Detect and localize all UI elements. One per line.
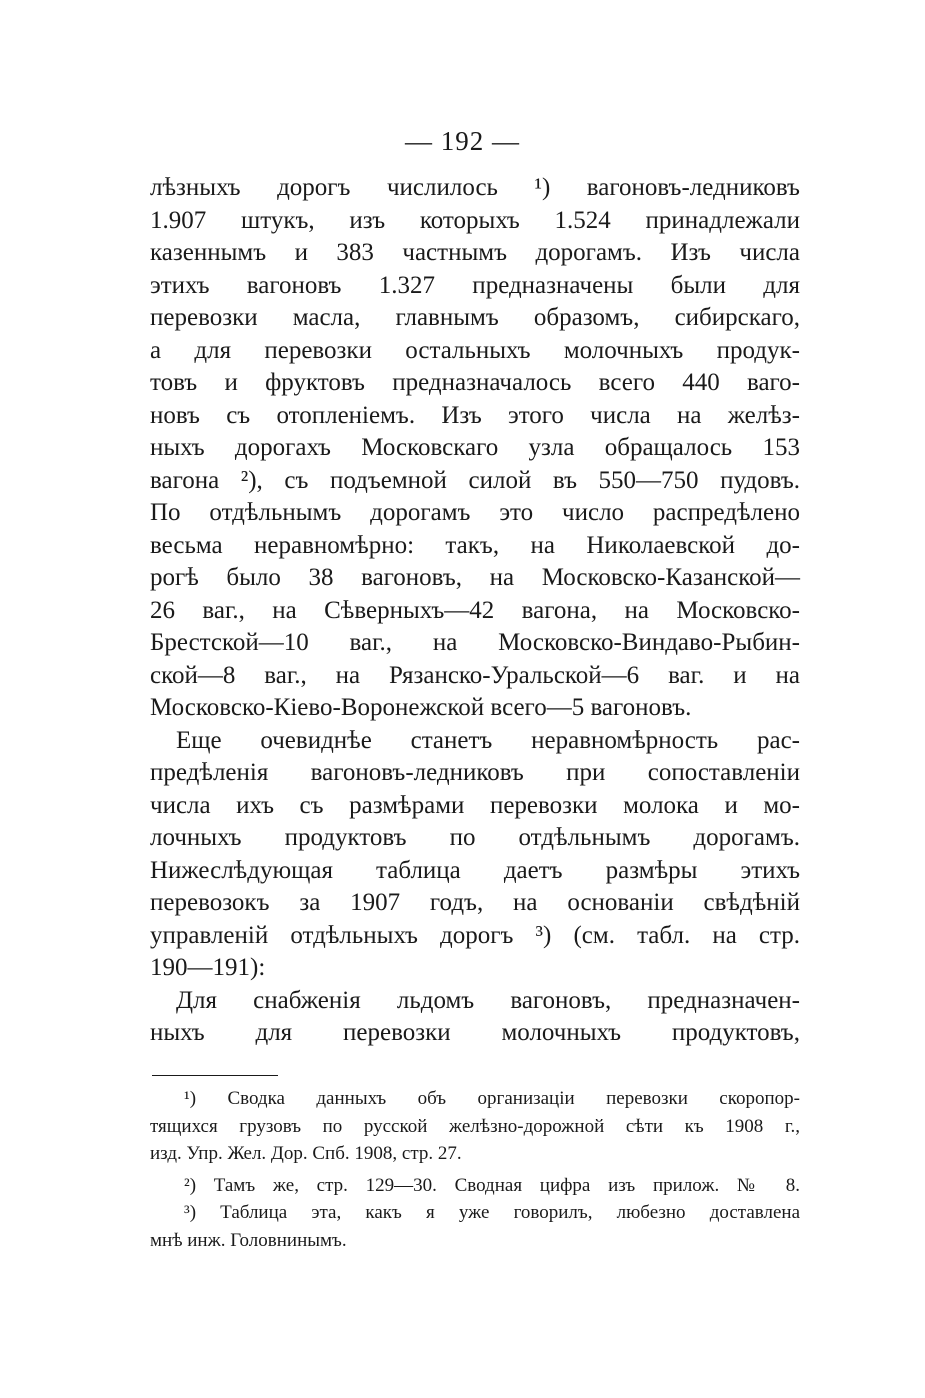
text-line: а для перевозки остальныхъ молочныхъ продук- bbox=[150, 336, 800, 364]
text-line: предѣленія вагоновъ-ледниковъ при сопоставленіи bbox=[150, 759, 800, 786]
text-line: 190—191): bbox=[150, 954, 266, 981]
footnote-separator bbox=[152, 1075, 278, 1076]
text-line: ныхъ дорогахъ Московскаго узла обращалось 153 bbox=[150, 434, 800, 461]
page-number: — 192 — bbox=[405, 126, 520, 156]
text-line: По отдѣльнымъ дорогамъ это число распредѣлено bbox=[150, 499, 800, 526]
text-line: Московско-Кіево-Воронежской всего—5 вагоновъ. bbox=[150, 694, 692, 721]
text-line: лѣзныхъ дорогъ числилось ¹) вагоновъ-ледниковъ bbox=[150, 174, 800, 201]
text-line: перевозокъ за 1907 годъ, на основаніи свѣдѣній bbox=[150, 889, 800, 916]
text-line: Еще очевиднѣе станетъ неравномѣрность рас- bbox=[176, 726, 800, 754]
text-line: весьма неравномѣрно: такъ, на Николаевской до- bbox=[150, 531, 800, 559]
text-line: ской—8 ваг., на Рязанско-Уральской—6 ваг. и на bbox=[150, 661, 800, 689]
footnote-line: ¹) Сводка данныхъ объ организаціи перевозки скоропор- bbox=[184, 1088, 800, 1109]
text-line: товъ и фруктовъ предназначалось всего 440 ваго- bbox=[150, 369, 800, 396]
footnotes bbox=[150, 1085, 800, 1254]
body-text bbox=[150, 172, 800, 1050]
footnote-line: мнѣ инж. Головнинымъ. bbox=[150, 1229, 347, 1251]
text-line: лочныхъ продуктовъ по отдѣльнымъ дорогамъ. bbox=[150, 824, 800, 851]
footnote-line: тящихся грузовъ по русской желѣзно-дорожной сѣти къ 1908 г., bbox=[150, 1115, 800, 1137]
text-line: управленій отдѣльныхъ дорогъ ³) (см. табл. на стр. bbox=[150, 921, 800, 949]
text-line: новъ съ отопленіемъ. Изъ этого числа на желѣз- bbox=[150, 401, 800, 429]
text-line: 1.907 штукъ, изъ которыхъ 1.524 принадлежали bbox=[150, 206, 800, 234]
text-line: числа ихъ съ размѣрами перевозки молока и мо- bbox=[150, 791, 800, 819]
text-line: 26 ваг., на Сѣверныхъ—42 вагона, на Московско- bbox=[150, 596, 800, 624]
text-line: этихъ вагоновъ 1.327 предназначены были для bbox=[150, 271, 800, 299]
text-line: перевозки масла, главнымъ образомъ, сибирскаго, bbox=[150, 304, 800, 331]
text-line: рогѣ было 38 вагоновъ, на Московско-Казанской— bbox=[150, 564, 800, 591]
text-line: вагона ²), съ подъемной силой въ 550—750 пудовъ. bbox=[150, 466, 800, 494]
footnote-line: изд. Упр. Жел. Дор. Спб. 1908, стр. 27. bbox=[150, 1143, 462, 1164]
footnote-line: ²) Тамъ же, стр. 129—30. Сводная цифра изъ прилож. № 8. bbox=[184, 1174, 800, 1196]
text-line: Для снабженія льдомъ вагоновъ, предназначен- bbox=[176, 986, 800, 1014]
text-line: Нижеслѣдующая таблица даетъ размѣры этихъ bbox=[150, 856, 800, 884]
text-line: Брестской—10 ваг., на Московско-Виндаво-Рыбин- bbox=[150, 629, 800, 656]
footnote-line: ³) Таблица эта, какъ я уже говорилъ, любезно доставлена bbox=[184, 1202, 800, 1223]
text-line: ныхъ для перевозки молочныхъ продуктовъ, bbox=[150, 1019, 800, 1046]
text-line: казеннымъ и 383 частнымъ дорогамъ. Изъ числа bbox=[150, 239, 800, 266]
